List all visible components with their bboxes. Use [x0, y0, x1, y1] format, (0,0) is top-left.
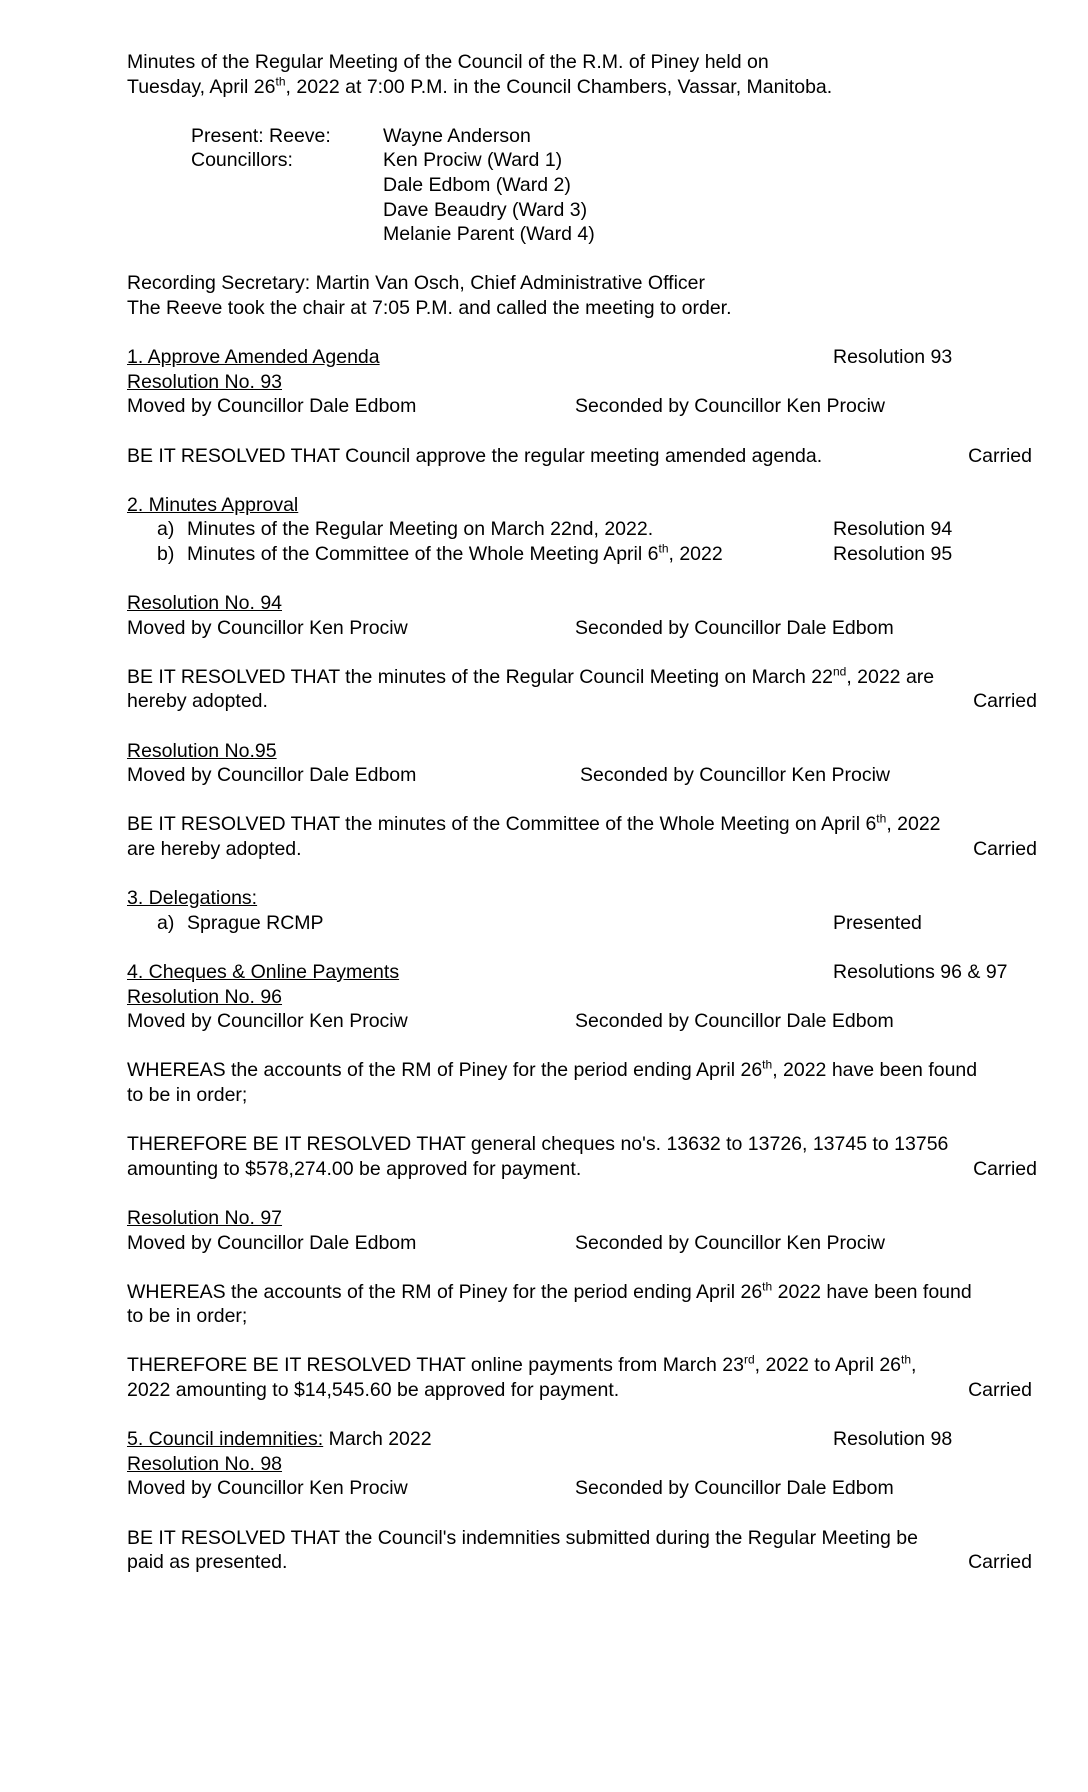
- item-text: Minutes of the Regular Meeting on March 22nd, 2022.: [187, 518, 654, 541]
- resolution-96-therefore-2: [127, 1157, 1037, 1182]
- item-letter: b): [157, 542, 175, 565]
- councillor-name: Dale Edbom (Ward 2): [383, 173, 571, 196]
- section-2-item-b: [127, 542, 1037, 567]
- carried-label: Carried: [968, 1379, 1032, 1402]
- chair-line: [127, 296, 1037, 321]
- section-1-heading-row: [127, 345, 1037, 370]
- resolution-97-therefore-1: [127, 1353, 1037, 1378]
- resolution-sup: nd: [832, 664, 847, 679]
- resolution-96-therefore-1: [127, 1132, 1037, 1157]
- item-letter: a): [157, 518, 175, 541]
- resolution-text: BE IT RESOLVED THAT the minutes of the Committee of the Whole Meeting on April 6: [127, 813, 877, 836]
- resolution-96-number-row: [127, 985, 1037, 1010]
- resolution-93-movers: [127, 394, 1037, 419]
- section-5-heading-period: March 2022: [323, 1428, 432, 1451]
- therefore-text: ,: [911, 1354, 917, 1377]
- minutes-content: [127, 50, 1037, 1575]
- resolution-97-number: Resolution No. 97: [127, 1206, 283, 1229]
- secretary-line: [127, 271, 1037, 296]
- councillor-row: [191, 222, 1037, 247]
- resolution-text: are hereby adopted.: [127, 838, 302, 860]
- reeve-name: Wayne Anderson: [383, 124, 531, 147]
- resolution-97-movers: [127, 1231, 1037, 1256]
- resolution-96-whereas-2: [127, 1083, 1037, 1108]
- attendance-block: [191, 124, 1037, 247]
- resolution-95-text-2: [127, 837, 1037, 862]
- whereas-text: WHEREAS the accounts of the RM of Piney for the period ending April 26: [127, 1280, 763, 1303]
- resolution-94-text-2: [127, 689, 1037, 714]
- section-3-heading: 3. Delegations:: [127, 887, 258, 910]
- carried-label: Carried: [973, 1157, 1037, 1180]
- resolution-93-number: Resolution No. 93: [127, 370, 283, 393]
- carried-label: Carried: [968, 1551, 1032, 1574]
- therefore-sup: th: [901, 1352, 912, 1367]
- moved-by: Moved by Councillor Ken Prociw: [127, 1477, 408, 1500]
- item-ref: Resolution 94: [833, 518, 953, 541]
- seconded-by: Seconded by Councillor Dale Edbom: [575, 616, 894, 639]
- seconded-by: Seconded by Councillor Ken Prociw: [575, 1231, 886, 1254]
- resolution-97-whereas-2: [127, 1304, 1037, 1329]
- header-sup: th: [275, 74, 286, 89]
- resolution-95-text-1: [127, 812, 1037, 837]
- councillor-row: [191, 148, 1037, 173]
- seconded-by: Seconded by Councillor Dale Edbom: [575, 1477, 894, 1500]
- section-3-heading-row: [127, 886, 1037, 911]
- councillors-label: Councillors:: [191, 149, 293, 172]
- item-text: Sprague RCMP: [187, 911, 324, 934]
- resolution-text: BE IT RESOLVED THAT Council approve the regular meeting amended agenda.: [127, 444, 823, 467]
- therefore-text: amounting to $578,274.00 be approved for payment.: [127, 1157, 582, 1180]
- moved-by: Moved by Councillor Dale Edbom: [127, 1231, 417, 1254]
- item-text: , 2022: [668, 542, 723, 565]
- resolution-98-text-1: [127, 1526, 1037, 1551]
- moved-by: Moved by Councillor Ken Prociw: [127, 1010, 408, 1033]
- item-ref: Resolution 95: [833, 542, 953, 565]
- seconded-by: Seconded by Councillor Ken Prociw: [575, 395, 886, 418]
- whereas-sup: th: [762, 1279, 773, 1294]
- section-4-heading: 4. Cheques & Online Payments: [127, 960, 400, 983]
- resolution-98-text-2: [127, 1550, 1037, 1575]
- resolution-sup: th: [876, 811, 887, 826]
- resolution-93-number-row: [127, 370, 1037, 395]
- section-2-heading: 2. Minutes Approval: [127, 493, 299, 516]
- therefore-text: , 2022 to April 26: [754, 1354, 902, 1377]
- therefore-text: 2022 amounting to $14,545.60 be approved for payment.: [127, 1379, 620, 1402]
- resolution-97-therefore-2: [127, 1378, 1037, 1403]
- item-status: Presented: [833, 911, 922, 934]
- resolution-97-whereas-1: [127, 1280, 1037, 1305]
- moved-by: Moved by Councillor Ken Prociw: [127, 616, 408, 639]
- header-line-2: [127, 75, 1037, 100]
- section-1-heading: 1. Approve Amended Agenda: [127, 346, 380, 369]
- seconded-by: Seconded by Councillor Dale Edbom: [575, 1010, 894, 1033]
- section-1-ref: Resolution 93: [833, 346, 953, 369]
- carried-label: Carried: [973, 838, 1037, 860]
- section-5-heading: 5. Council indemnities:: [127, 1428, 324, 1451]
- therefore-text: THEREFORE BE IT RESOLVED THAT general cheques no's. 13632 to 13726, 13745 to 13756: [127, 1133, 949, 1156]
- carried-label: Carried: [973, 690, 1037, 713]
- moved-by: Moved by Councillor Dale Edbom: [127, 395, 417, 418]
- section-2-heading-row: [127, 493, 1037, 518]
- whereas-sup: th: [762, 1057, 773, 1072]
- item-sup: th: [658, 541, 669, 556]
- resolution-94-number: Resolution No. 94: [127, 592, 283, 615]
- section-4-ref: Resolutions 96 & 97: [833, 960, 1008, 983]
- section-3-item-a: [127, 911, 1037, 936]
- header-text-1: Minutes of the Regular Meeting of the Council of the R.M. of Piney held on: [127, 51, 769, 73]
- resolution-95-number: Resolution No.95: [127, 739, 277, 762]
- resolution-96-movers: [127, 1009, 1037, 1034]
- chair-text: The Reeve took the chair at 7:05 P.M. and called the meeting to order.: [127, 296, 732, 319]
- councillor-row: [191, 173, 1037, 198]
- header-line-1: [127, 50, 1037, 75]
- resolution-96-whereas-1: [127, 1058, 1037, 1083]
- resolution-text: BE IT RESOLVED THAT the minutes of the Regular Council Meeting on March 22: [127, 665, 833, 688]
- present-label: Present: Reeve:: [191, 124, 331, 147]
- councillor-name: Ken Prociw (Ward 1): [383, 149, 563, 172]
- reeve-row: [191, 124, 1037, 149]
- resolution-94-number-row: [127, 591, 1037, 616]
- therefore-text: THEREFORE BE IT RESOLVED THAT online payments from March 23: [127, 1354, 744, 1377]
- carried-label: Carried: [968, 444, 1032, 467]
- resolution-98-movers: [127, 1476, 1037, 1501]
- resolution-94-movers: [127, 616, 1037, 641]
- section-2-item-a: [127, 517, 1037, 542]
- moved-by: Moved by Councillor Dale Edbom: [127, 764, 417, 787]
- whereas-text: WHEREAS the accounts of the RM of Piney for the period ending April 26: [127, 1059, 763, 1082]
- secretary-text: Recording Secretary: Martin Van Osch, Chief Administrative Officer: [127, 272, 706, 295]
- resolution-text: BE IT RESOLVED THAT the Council's indemnities submitted during the Regular Meeting be: [127, 1526, 918, 1549]
- resolution-95-movers: [127, 763, 1037, 788]
- section-4-heading-row: [127, 960, 1037, 985]
- resolution-93-text: [127, 444, 1037, 469]
- resolution-97-number-row: [127, 1206, 1037, 1231]
- resolution-94-text-1: [127, 665, 1037, 690]
- resolution-text: , 2022: [886, 813, 941, 836]
- whereas-text: to be in order;: [127, 1305, 248, 1328]
- whereas-text: 2022 have been found: [772, 1280, 972, 1303]
- whereas-text: to be in order;: [127, 1083, 248, 1106]
- item-text: Minutes of the Committee of the Whole Meeting April 6: [187, 542, 659, 565]
- section-5-ref: Resolution 98: [833, 1428, 953, 1451]
- whereas-text: , 2022 have been found: [772, 1059, 978, 1082]
- resolution-text: , 2022 are: [846, 665, 935, 688]
- councillor-row: [191, 198, 1037, 223]
- seconded-by: Seconded by Councillor Ken Prociw: [580, 764, 891, 787]
- therefore-sup: rd: [743, 1352, 755, 1367]
- councillor-name: Dave Beaudry (Ward 3): [383, 198, 588, 221]
- resolution-text: paid as presented.: [127, 1551, 288, 1574]
- item-letter: a): [157, 911, 175, 934]
- resolution-98-number-row: [127, 1452, 1037, 1477]
- resolution-98-number: Resolution No. 98: [127, 1452, 283, 1475]
- header-text-2b: , 2022 at 7:00 P.M. in the Council Chambers, Vassar, Manitoba.: [285, 75, 833, 98]
- resolution-text: hereby adopted.: [127, 690, 268, 713]
- resolution-95-number-row: [127, 739, 1037, 764]
- resolution-96-number: Resolution No. 96: [127, 985, 283, 1008]
- councillor-name: Melanie Parent (Ward 4): [383, 223, 595, 246]
- section-5-heading-row: [127, 1427, 1037, 1452]
- header-text-2a: Tuesday, April 26: [127, 75, 276, 98]
